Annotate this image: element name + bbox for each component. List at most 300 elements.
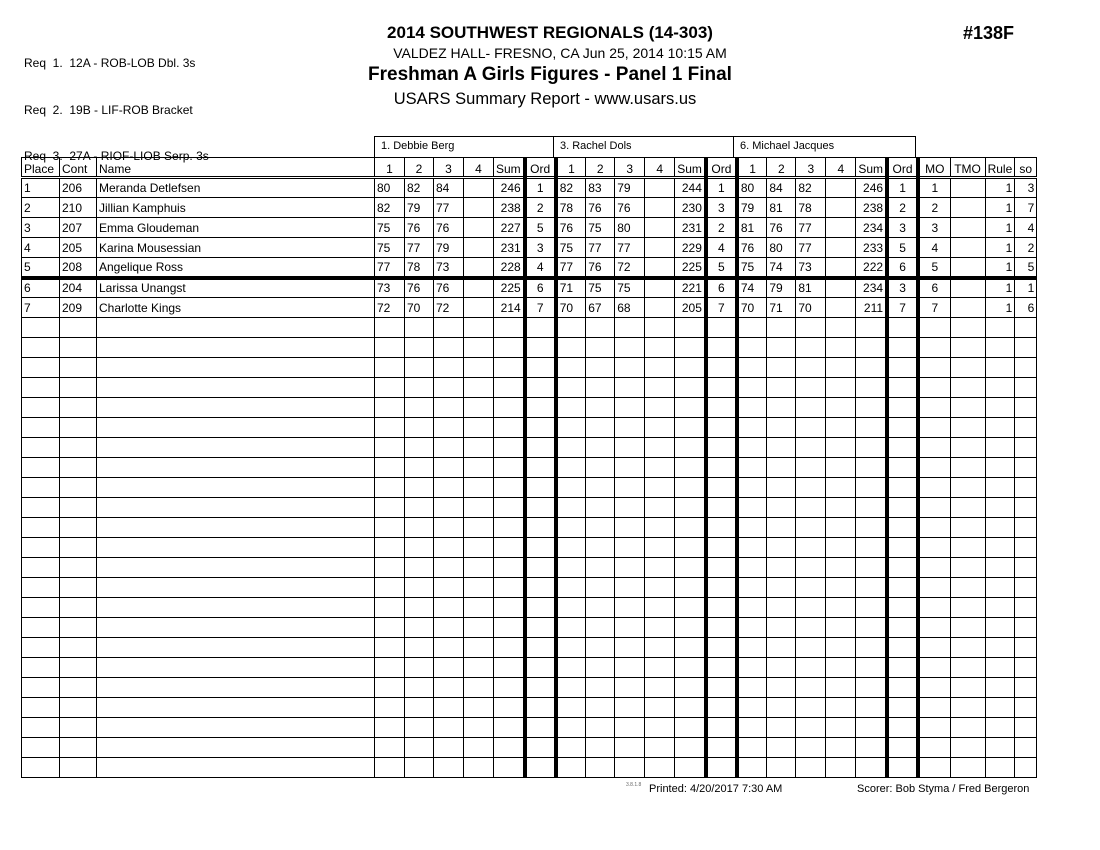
empty-cell [887,438,918,458]
judge-1-fig-1-score: 75 [375,238,405,258]
empty-cell [950,518,985,538]
empty-cell [615,338,645,358]
so-cell: 6 [1015,298,1037,318]
judge-1-sum: 227 [494,218,525,238]
empty-cell [464,578,494,598]
empty-cell [615,718,645,738]
empty-cell [405,598,434,618]
empty-row [22,438,1037,458]
judge-3-fig-1-score: 70 [737,298,767,318]
col-j3-sum: Sum [856,158,887,178]
empty-cell [1015,658,1037,678]
empty-cell [405,518,434,538]
empty-cell [494,698,525,718]
place-cell [22,458,60,478]
empty-cell [737,518,767,538]
cont-cell [60,398,97,418]
empty-cell [737,638,767,658]
judge-1-fig-1-score: 75 [375,218,405,238]
judge-3-fig-2-score: 71 [767,298,796,318]
empty-cell [767,578,796,598]
scorer-names: Scorer: Bob Styma / Fred Bergeron [857,783,1030,795]
empty-cell [464,678,494,698]
empty-cell [985,578,1015,598]
name-cell [97,398,375,418]
judge-3-fig-2-score: 74 [767,258,796,278]
cont-cell [60,438,97,458]
event-title: Freshman A Girls Figures - Panel 1 Final [368,64,732,85]
empty-cell [494,718,525,738]
empty-cell [645,478,675,498]
empty-cell [675,718,706,738]
cont-cell [60,458,97,478]
empty-cell [464,358,494,378]
empty-cell [405,538,434,558]
empty-cell [856,338,887,358]
empty-cell [856,658,887,678]
empty-cell [494,498,525,518]
judge-1-sum: 238 [494,198,525,218]
empty-cell [434,658,464,678]
col-j2-fig2: 2 [586,158,615,178]
empty-cell [615,378,645,398]
judge-3-sum: 234 [856,278,887,298]
cont-cell: 206 [60,178,97,198]
judge-2-sum: 231 [675,218,706,238]
col-j1-fig3: 3 [434,158,464,178]
empty-cell [586,698,615,718]
judge-3-ordinal: 1 [887,178,918,198]
empty-cell [405,758,434,778]
empty-cell [645,658,675,678]
empty-cell [494,458,525,478]
judge-3-fig-3-score: 77 [796,238,826,258]
empty-cell [950,378,985,398]
empty-cell [796,698,826,718]
name-cell [97,478,375,498]
cont-cell [60,698,97,718]
empty-cell [615,558,645,578]
empty-cell [767,738,796,758]
empty-cell [826,518,856,538]
empty-cell [675,418,706,438]
empty-cell [767,638,796,658]
empty-cell [767,678,796,698]
judge-3-ordinal: 2 [887,198,918,218]
name-cell [97,358,375,378]
judge-1-fig-4-score [464,278,494,298]
cont-cell [60,358,97,378]
empty-cell [1015,698,1037,718]
empty-cell [556,418,586,438]
empty-cell [826,598,856,618]
empty-cell [1015,538,1037,558]
empty-cell [645,638,675,658]
empty-cell [706,518,737,538]
empty-cell [950,458,985,478]
empty-cell [1015,398,1037,418]
empty-row [22,318,1037,338]
place-cell [22,578,60,598]
judge-1-fig-1-score: 80 [375,178,405,198]
printed-timestamp: Printed: 4/20/2017 7:30 AM [649,783,783,795]
empty-cell [556,738,586,758]
col-rule: Rule [985,158,1015,178]
empty-cell [985,438,1015,458]
judge-2-ordinal: 3 [706,198,737,218]
cont-cell: 205 [60,238,97,258]
empty-cell [767,358,796,378]
judge-1-fig-3-score: 76 [434,218,464,238]
empty-cell [887,518,918,538]
judge-3-ordinal: 5 [887,238,918,258]
empty-cell [675,678,706,698]
name-cell [97,738,375,758]
empty-cell [586,478,615,498]
judge-1-sum: 214 [494,298,525,318]
judge-1-sum: 228 [494,258,525,278]
empty-cell [675,518,706,538]
empty-cell [556,498,586,518]
empty-cell [464,658,494,678]
table-row [22,298,1037,318]
place-cell [22,518,60,538]
place-cell [22,418,60,438]
judge-3-fig-3-score: 77 [796,218,826,238]
empty-cell [375,478,405,498]
empty-cell [586,318,615,338]
empty-cell [856,538,887,558]
empty-cell [985,338,1015,358]
empty-cell [918,638,950,658]
empty-cell [737,738,767,758]
empty-cell [375,438,405,458]
empty-cell [494,678,525,698]
judge-2-fig-3-score: 80 [615,218,645,238]
empty-cell [918,358,950,378]
name-cell [97,538,375,558]
empty-cell [856,438,887,458]
empty-cell [494,638,525,658]
empty-cell [767,378,796,398]
empty-cell [525,738,556,758]
empty-cell [826,378,856,398]
empty-cell [796,398,826,418]
empty-cell [985,758,1015,778]
table-row [22,238,1037,258]
empty-cell [375,598,405,618]
empty-cell [826,538,856,558]
empty-cell [950,398,985,418]
empty-row [22,478,1037,498]
judge-2-sum: 221 [675,278,706,298]
empty-cell [950,358,985,378]
judge-1-fig-2-score: 78 [405,258,434,278]
empty-cell [645,338,675,358]
empty-cell [826,618,856,638]
name-cell [97,338,375,358]
empty-cell [375,338,405,358]
place-cell [22,378,60,398]
empty-cell [375,558,405,578]
rule-cell: 1 [985,178,1015,198]
judge-3-fig-2-score: 80 [767,238,796,258]
empty-cell [615,358,645,378]
empty-cell [856,578,887,598]
place-cell: 5 [22,258,60,278]
empty-cell [375,358,405,378]
empty-cell [464,638,494,658]
empty-cell [796,678,826,698]
empty-cell [525,678,556,698]
empty-cell [494,618,525,638]
col-j3-fig1: 1 [737,158,767,178]
empty-cell [586,358,615,378]
empty-cell [737,598,767,618]
empty-cell [405,358,434,378]
empty-cell [615,598,645,618]
name-cell [97,498,375,518]
place-cell [22,318,60,338]
col-tmo: TMO [950,158,985,178]
cont-cell [60,718,97,738]
tmo-cell [950,178,985,198]
mo-cell: 2 [918,198,950,218]
empty-cell [645,398,675,418]
empty-cell [985,538,1015,558]
empty-cell [1015,558,1037,578]
place-cell [22,438,60,458]
empty-cell [586,378,615,398]
judge-3-fig-4-score [826,278,856,298]
empty-cell [796,618,826,638]
empty-cell [434,318,464,338]
empty-cell [796,558,826,578]
empty-cell [887,718,918,738]
empty-cell [525,558,556,578]
empty-cell [615,458,645,478]
empty-cell [434,538,464,558]
empty-cell [918,318,950,338]
empty-cell [405,658,434,678]
empty-cell [918,698,950,718]
judge-3-fig-3-score: 70 [796,298,826,318]
empty-cell [556,598,586,618]
empty-cell [405,638,434,658]
empty-cell [887,458,918,478]
judge-1-fig-2-score: 76 [405,278,434,298]
empty-cell [918,438,950,458]
empty-cell [434,458,464,478]
empty-cell [887,378,918,398]
empty-cell [737,358,767,378]
judge-2-fig-4-score [645,298,675,318]
judge-1-fig-3-score: 72 [434,298,464,318]
empty-cell [887,598,918,618]
empty-cell [826,438,856,458]
judge-3-fig-2-score: 76 [767,218,796,238]
place-cell [22,558,60,578]
empty-cell [464,558,494,578]
col-j1-sum: Sum [494,158,525,178]
empty-cell [918,718,950,738]
empty-cell [826,478,856,498]
empty-cell [464,538,494,558]
empty-cell [675,398,706,418]
empty-cell [856,418,887,438]
empty-cell [985,598,1015,618]
empty-cell [950,498,985,518]
empty-cell [826,498,856,518]
empty-cell [494,438,525,458]
col-j2-ord: Ord [706,158,737,178]
report-subtitle: USARS Summary Report - www.usars.us [393,90,697,108]
col-j2-sum: Sum [675,158,706,178]
judge-2-fig-4-score [645,178,675,198]
judge-3-fig-1-score: 76 [737,238,767,258]
name-cell [97,318,375,338]
empty-row [22,558,1037,578]
col-so: so [1015,158,1037,178]
empty-cell [556,518,586,538]
empty-cell [918,578,950,598]
empty-cell [615,658,645,678]
col-j2-fig3: 3 [615,158,645,178]
empty-cell [586,718,615,738]
empty-row [22,758,1037,778]
empty-cell [494,358,525,378]
mo-cell: 3 [918,218,950,238]
empty-cell [615,518,645,538]
empty-cell [375,378,405,398]
empty-cell [950,618,985,638]
empty-cell [375,578,405,598]
empty-cell [767,758,796,778]
empty-cell [464,338,494,358]
empty-cell [525,758,556,778]
empty-cell [675,578,706,598]
empty-cell [796,738,826,758]
empty-cell [494,598,525,618]
empty-cell [375,618,405,638]
empty-cell [856,698,887,718]
empty-cell [737,398,767,418]
empty-cell [887,758,918,778]
name-cell [97,658,375,678]
empty-cell [586,658,615,678]
empty-row [22,658,1037,678]
cont-cell [60,638,97,658]
empty-cell [826,558,856,578]
empty-cell [706,718,737,738]
empty-cell [375,518,405,538]
empty-cell [434,638,464,658]
empty-cell [586,438,615,458]
cont-cell [60,498,97,518]
empty-cell [405,498,434,518]
empty-cell [856,678,887,698]
col-j1-fig2: 2 [405,158,434,178]
judge-2-ordinal: 7 [706,298,737,318]
empty-cell [767,478,796,498]
tmo-cell [950,198,985,218]
empty-cell [556,698,586,718]
empty-cell [645,598,675,618]
judge-2-fig-3-score: 77 [615,238,645,258]
empty-cell [985,618,1015,638]
judge-2-fig-4-score [645,238,675,258]
empty-cell [375,698,405,718]
empty-cell [950,698,985,718]
judge-1-fig-4-score [464,178,494,198]
empty-cell [767,458,796,478]
judge-3-sum: 246 [856,178,887,198]
empty-cell [615,438,645,458]
empty-cell [434,718,464,738]
empty-cell [464,718,494,738]
empty-cell [645,358,675,378]
empty-cell [464,698,494,718]
cont-cell [60,598,97,618]
empty-cell [405,558,434,578]
empty-cell [950,418,985,438]
judge-1-fig-2-score: 77 [405,238,434,258]
mo-cell: 5 [918,258,950,278]
empty-cell [985,518,1015,538]
empty-cell [918,498,950,518]
empty-cell [826,698,856,718]
empty-cell [494,478,525,498]
empty-cell [826,658,856,678]
empty-cell [405,338,434,358]
empty-cell [737,558,767,578]
judge-1-fig-4-score [464,218,494,238]
name-cell [97,718,375,738]
empty-cell [434,478,464,498]
empty-cell [918,398,950,418]
event-code: #138F [963,23,1015,43]
empty-cell [767,598,796,618]
judge-3-fig-4-score [826,218,856,238]
judge-2-fig-2-score: 83 [586,178,615,198]
empty-cell [796,458,826,478]
empty-cell [375,538,405,558]
empty-cell [645,318,675,338]
empty-cell [706,338,737,358]
empty-cell [985,358,1015,378]
empty-cell [737,478,767,498]
empty-cell [950,558,985,578]
empty-cell [525,498,556,518]
table-row [22,258,1037,278]
empty-cell [950,478,985,498]
empty-cell [985,678,1015,698]
empty-cell [856,498,887,518]
empty-cell [586,538,615,558]
empty-cell [706,758,737,778]
empty-row [22,398,1037,418]
name-cell [97,438,375,458]
empty-cell [706,738,737,758]
col-place: Place [22,158,60,178]
empty-cell [887,498,918,518]
name-cell [97,578,375,598]
judge-3-fig-3-score: 73 [796,258,826,278]
empty-row [22,418,1037,438]
empty-cell [615,398,645,418]
empty-cell [737,378,767,398]
cont-cell [60,758,97,778]
